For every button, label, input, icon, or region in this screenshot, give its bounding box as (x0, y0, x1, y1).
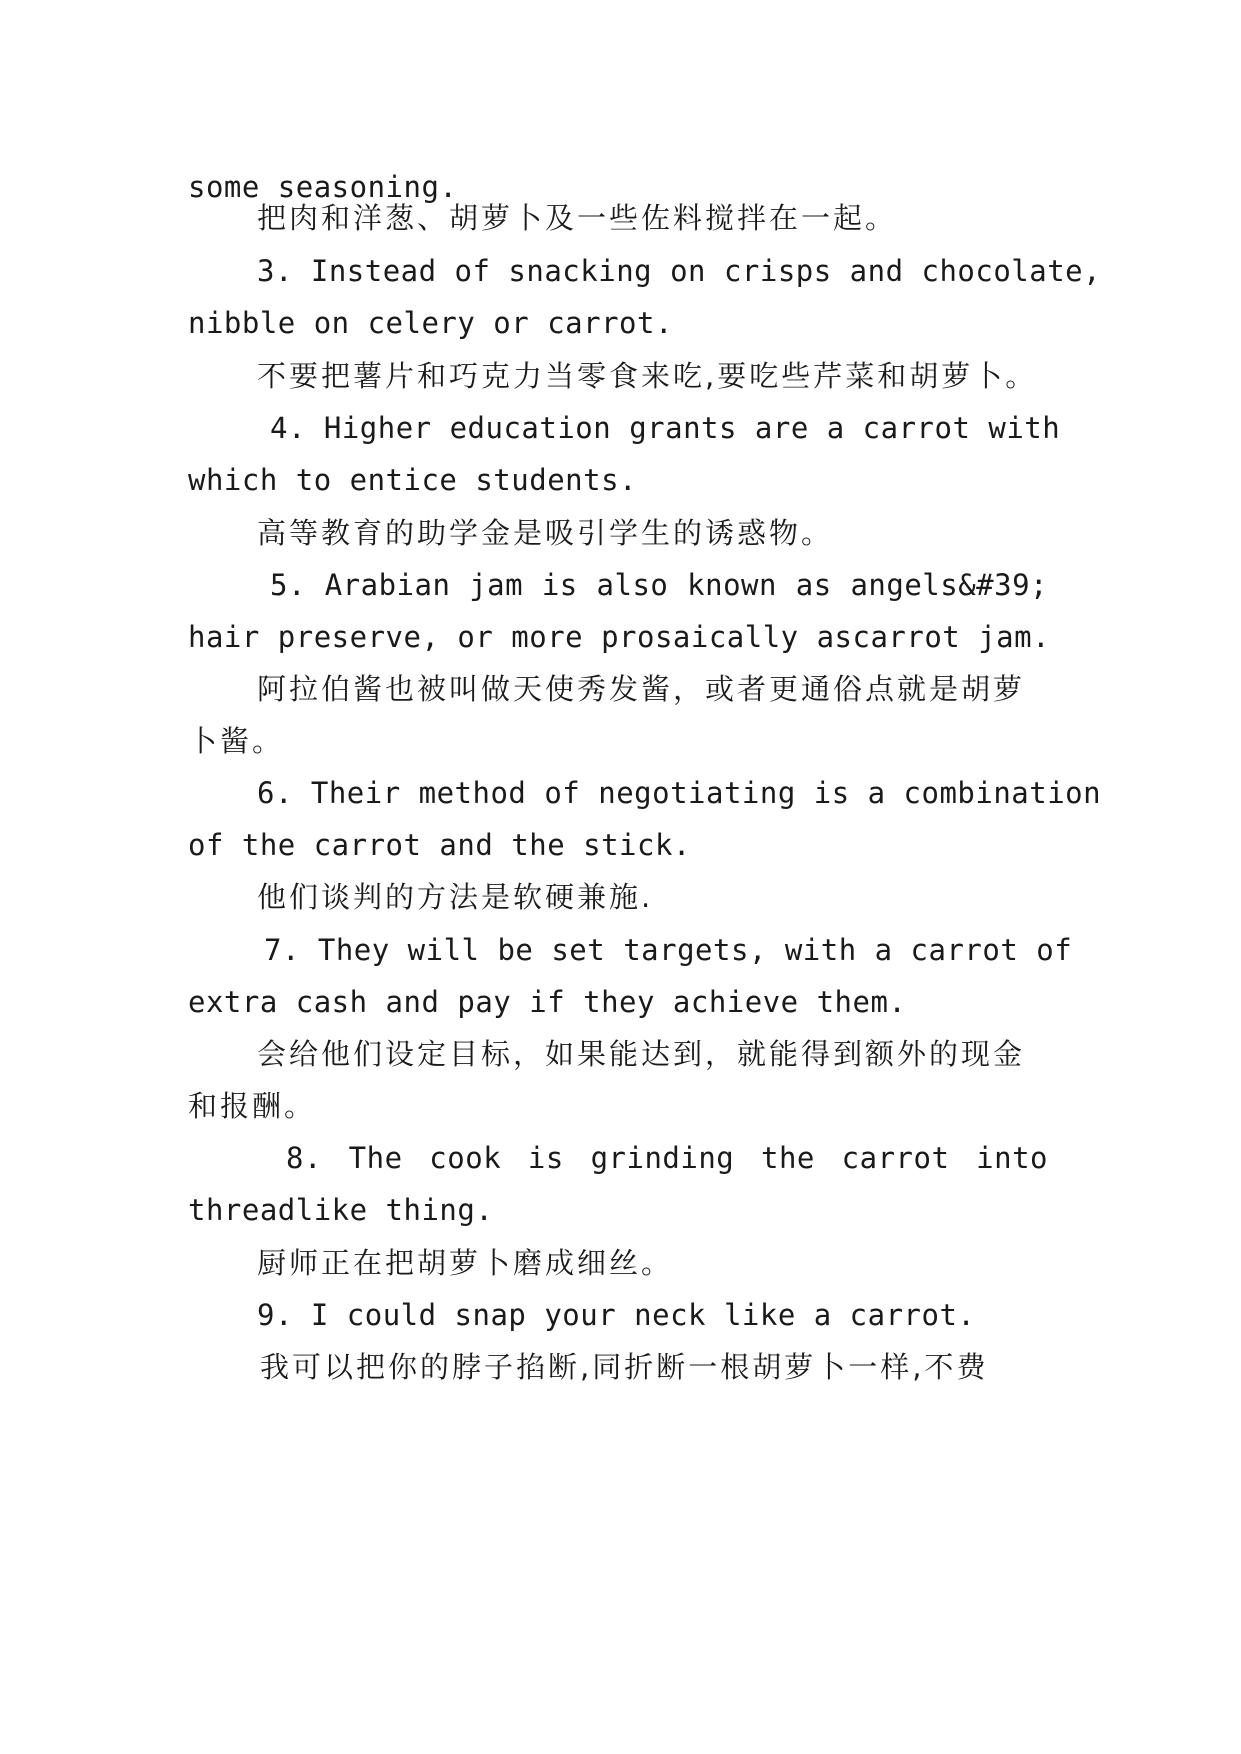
text-line-20: 8. The cook is grinding the carrot into (286, 1141, 1048, 1175)
text-line-5: 不要把薯片和巧克力当零食来吃,要吃些芹菜和胡萝卜。 (257, 359, 1038, 393)
text-line-2: 把肉和洋葱、胡萝卜及一些佐料搅拌在一起。 (257, 201, 898, 235)
text-line-22: 厨师正在把胡萝卜磨成细丝。 (257, 1246, 674, 1280)
text-line-14: of the carrot and the stick. (188, 828, 691, 862)
text-line-17: extra cash and pay if they achieve them. (188, 985, 907, 1019)
text-line-23: 9. I could snap your neck like a carrot. (257, 1298, 976, 1332)
text-line-7: which to entice students. (188, 463, 637, 497)
text-line-12: 卜酱。 (188, 724, 285, 758)
text-line-1: some seasoning. (188, 170, 458, 204)
text-line-3: 3. Instead of snacking on crisps and chocolate, (257, 254, 1102, 288)
text-line-8: 高等教育的助学金是吸引学生的诱惑物。 (257, 516, 834, 550)
text-line-10: hair preserve, or more prosaically ascarrot jam. (188, 620, 1051, 654)
text-line-19: 和报酬。 (188, 1089, 317, 1123)
text-line-6: 4. Higher education grants are a carrot with (270, 411, 1061, 445)
text-line-11: 阿拉伯酱也被叫做天使秀发酱，或者更通俗点就是胡萝 (257, 672, 1026, 706)
text-line-13: 6. Their method of negotiating is a combination (257, 776, 1102, 810)
text-line-15: 他们谈判的方法是软硬兼施. (257, 880, 654, 914)
text-line-4: nibble on celery or carrot. (188, 306, 673, 340)
text-line-24: 我可以把你的脖子掐断,同折断一根胡萝卜一样,不费 (260, 1350, 989, 1384)
text-line-18: 会给他们设定目标，如果能达到，就能得到额外的现金 (257, 1037, 1026, 1071)
text-line-16: 7. They will be set targets, with a carrot of (264, 933, 1073, 967)
text-line-21: threadlike thing. (188, 1193, 494, 1227)
text-line-9: 5. Arabian jam is also known as angels&#39; (270, 568, 1048, 602)
